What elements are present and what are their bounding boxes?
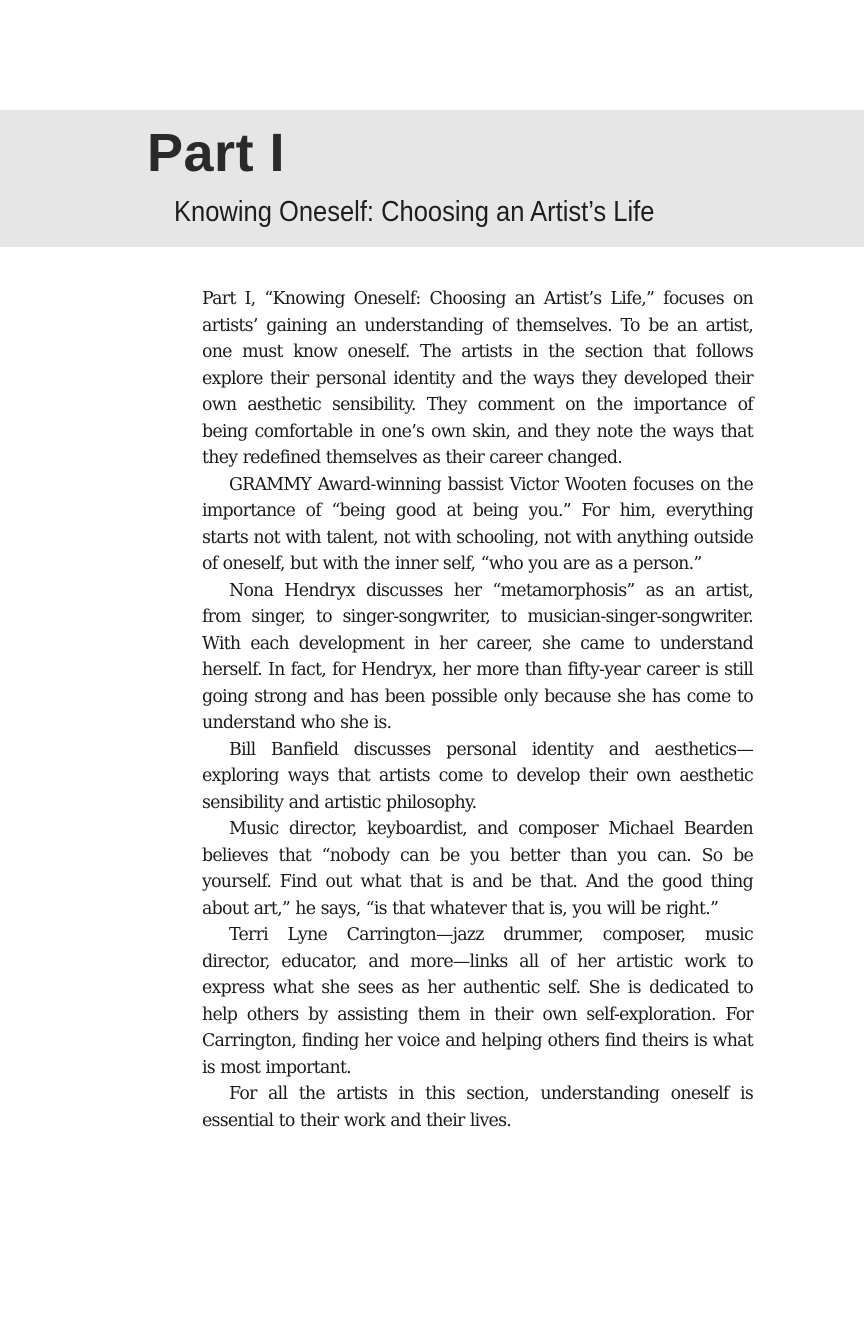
paragraph-banfield: Bill Banfield discusses personal identity and aesthetics—exploring ways that artists come to develop their own aesthetic sensibility and artistic philosophy. [202,739,753,813]
paragraph-conclusion: For all the artists in this section, understanding oneself is essential to their work and their lives. [202,1084,753,1131]
paragraph-bearden: Music director, keyboardist, and composer Michael Bearden believes that “nobody can be you better than you can. So be yourself. Find out what that is and be that. And the good thing about art,” he says, “is that whatever that is, you will be right.” [202,819,753,919]
paragraph-wooten: GRAMMY Award-winning bassist Victor Wooten focuses on the importance of “being good at being you.” For him, everything starts not with talent, not with schooling, not with anything outside of oneself, but with the inner self, “who you are as a person.” [202,474,753,574]
part-header-band [0,110,864,247]
paragraph-hendryx: Nona Hendryx discusses her “metamorphosis” as an artist, from singer, to singer-songwriter, to musician-singer-songwriter. With each development in her career, she came to understand herself. In fact, for Hendryx, her more than fifty-year career is still going strong and has been possible only because she has come to understand who she is. [202,580,753,733]
part-subtitle: Knowing Oneself: Choosing an Artist’s Life [174,196,655,228]
paragraph-intro: Part I, “Knowing Oneself: Choosing an Artist’s Life,” focuses on artists’ gaining an understanding of themselves. To be an artist, one must know oneself. The artists in the section that follows explore their personal identity and the ways they developed their own aesthetic sensibility. They comment on the importance of being comfortable in one’s own skin, and they note the ways that they redefined themselves as their career changed. [202,289,753,468]
body-text [202,286,753,1134]
paragraph-carrington: Terri Lyne Carrington—jazz drummer, composer, music director, educator, and more—links all of her artistic work to express what she sees as her authentic self. She is dedicated to help others by assisting them in their own self-exploration. For Carrington, finding her voice and helping others find theirs is what is most important. [202,925,753,1078]
part-title: Part I [147,123,286,183]
